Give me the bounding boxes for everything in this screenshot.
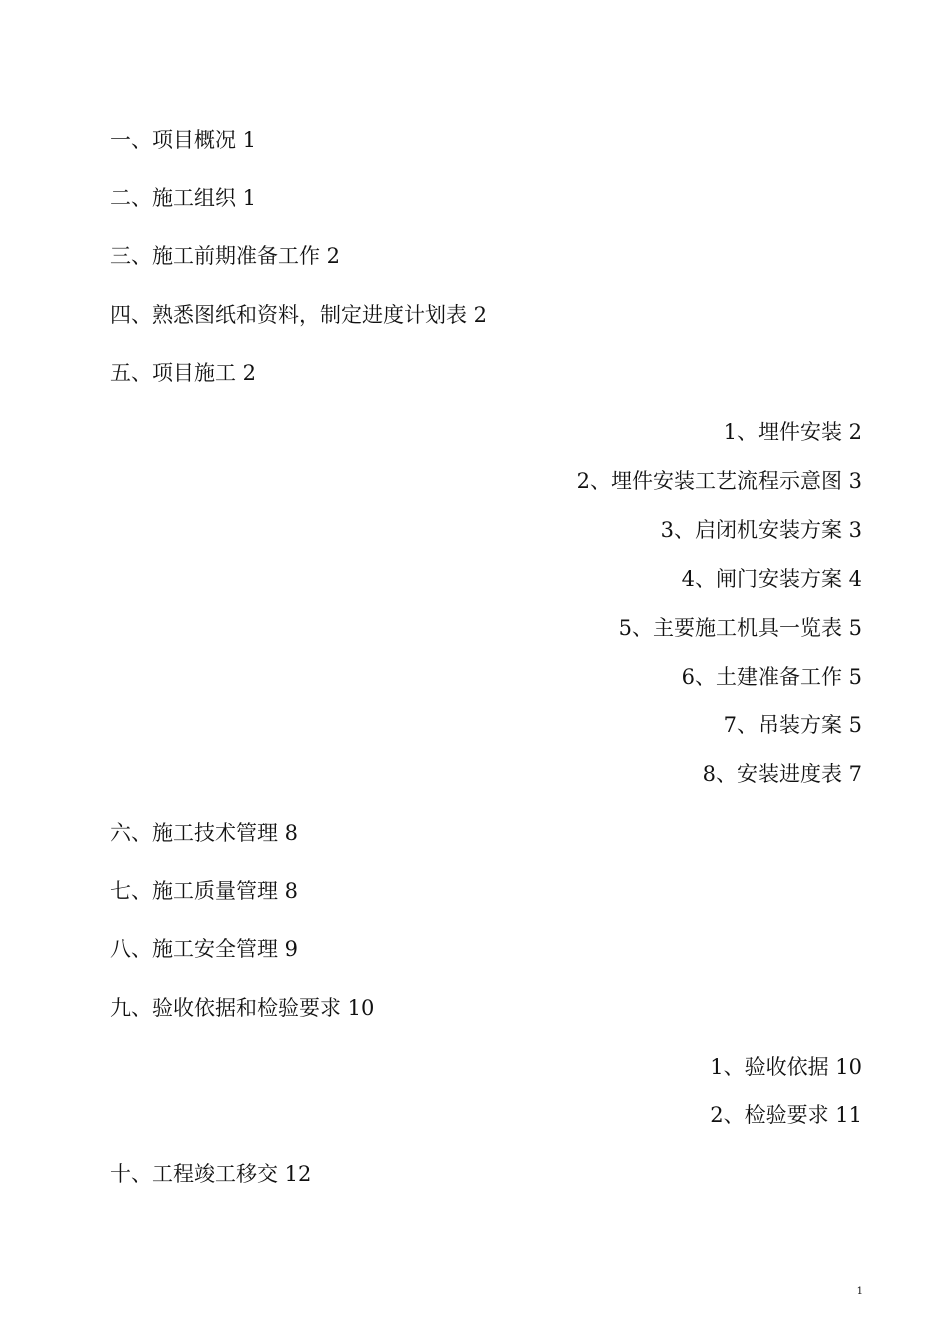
toc-subentry-5-7[interactable]: 7、吊装方案 5 [723,713,862,737]
toc-subentry-5-8[interactable]: 8、安装进度表 7 [702,762,862,786]
toc-entry-10[interactable]: 十、工程竣工移交 12 [110,1162,312,1186]
toc-entry-6[interactable]: 六、施工技术管理 8 [110,821,299,845]
toc-subentry-5-4[interactable]: 4、闸门安装方案 4 [681,567,862,591]
toc-entry-4[interactable]: 四、熟悉图纸和资料，制定进度计划表 2 [110,303,488,327]
toc-entry-2[interactable]: 二、施工组织 1 [110,186,257,210]
toc-entry-9[interactable]: 九、验收依据和检验要求 10 [110,996,375,1020]
toc-entry-1[interactable]: 一、项目概况 1 [110,128,257,152]
toc-entry-8[interactable]: 八、施工安全管理 9 [110,937,299,961]
toc-subentry-9-1[interactable]: 1、验收依据 10 [710,1055,862,1079]
page-number: 1 [856,1286,863,1297]
toc-subentry-5-6[interactable]: 6、土建准备工作 5 [681,665,862,689]
toc-subentry-9-2[interactable]: 2、检验要求 11 [710,1103,862,1127]
toc-subentry-5-3[interactable]: 3、启闭机安装方案 3 [660,518,862,542]
toc-subentry-5-1[interactable]: 1、埋件安装 2 [723,420,862,444]
toc-subentry-5-5[interactable]: 5、主要施工机具一览表 5 [618,616,862,640]
toc-entry-7[interactable]: 七、施工质量管理 8 [110,879,299,903]
toc-entry-3[interactable]: 三、施工前期准备工作 2 [110,244,341,268]
toc-entry-5[interactable]: 五、项目施工 2 [110,361,257,385]
toc-subentry-5-2[interactable]: 2、埋件安装工艺流程示意图 3 [576,469,862,493]
